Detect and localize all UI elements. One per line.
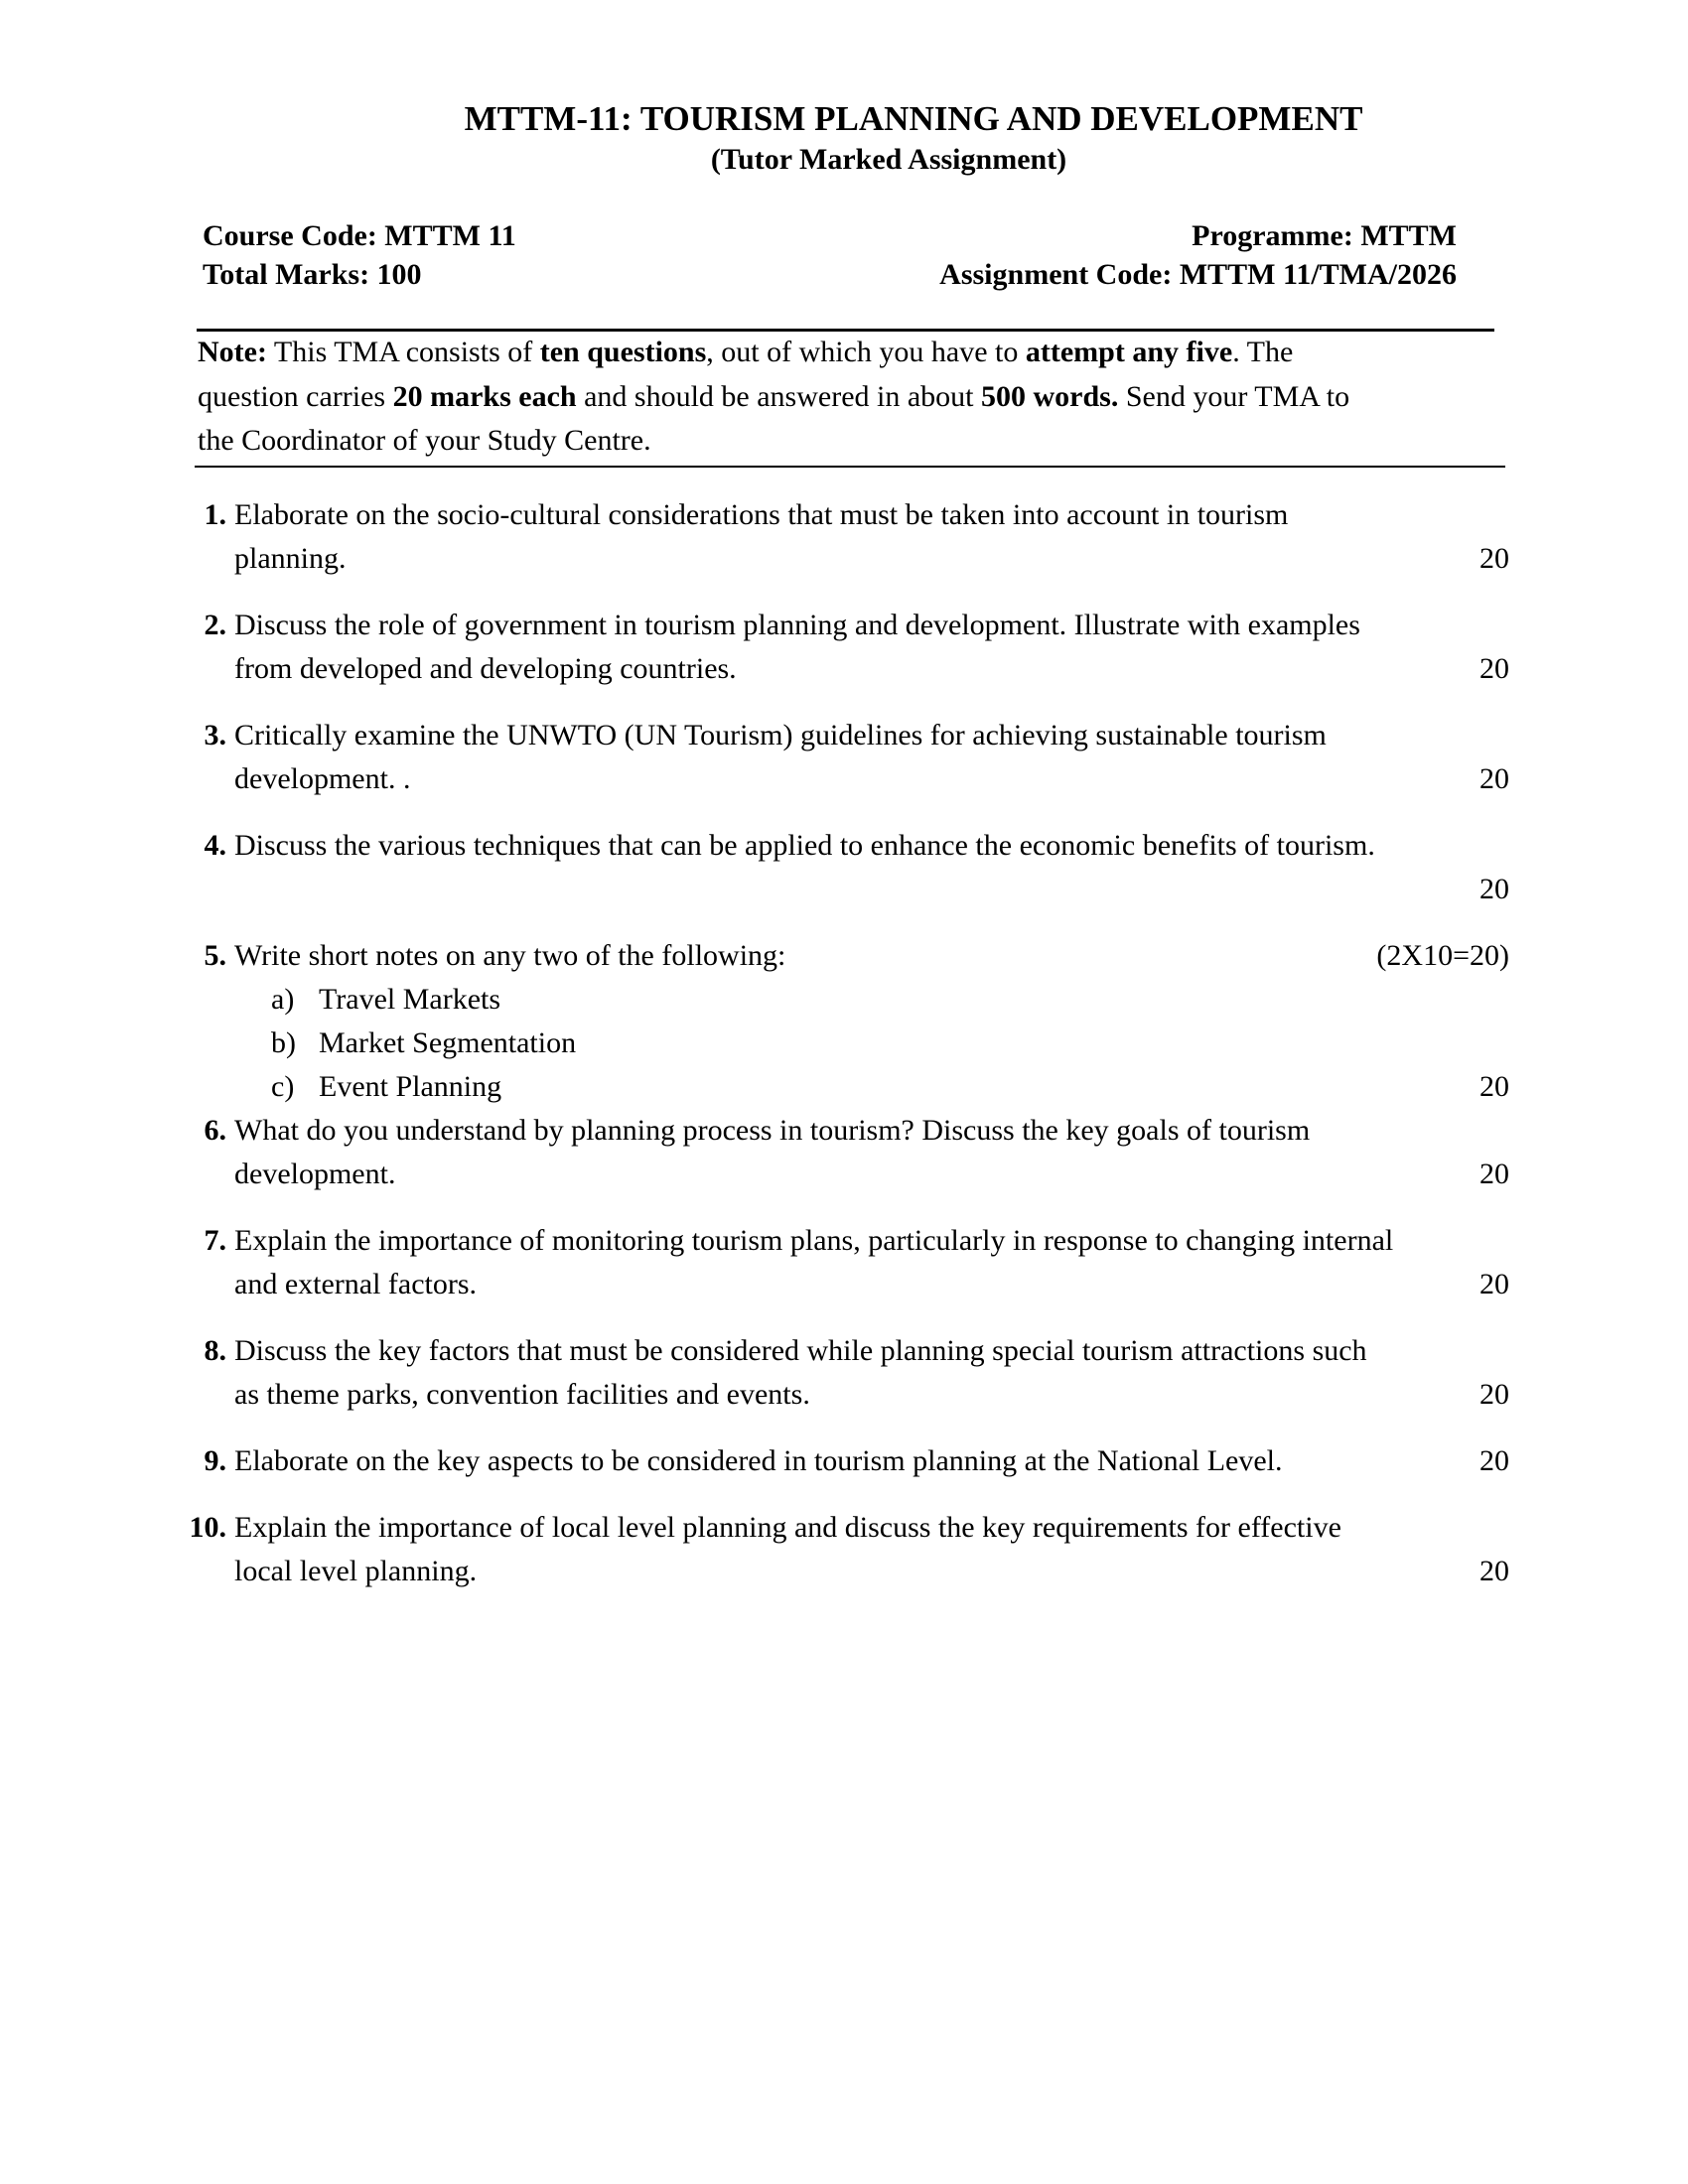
number-spacer bbox=[179, 647, 234, 691]
question-text: Write short notes on any two of the following: bbox=[234, 939, 786, 972]
question-item bbox=[179, 824, 1509, 911]
sub-item bbox=[234, 978, 1360, 1022]
number-spacer bbox=[179, 868, 234, 911]
note-emphasis: attempt any five bbox=[1025, 336, 1233, 368]
question-text: and external factors. bbox=[234, 1268, 478, 1300]
marks-spacer bbox=[1464, 714, 1509, 757]
question-number: 9. bbox=[204, 1444, 226, 1477]
question-marks: 20 bbox=[1479, 542, 1509, 575]
question-item bbox=[179, 934, 1509, 1109]
question-number: 2. bbox=[204, 609, 226, 641]
note-text: This TMA consists of bbox=[266, 336, 540, 368]
sub-item-text: Travel Markets bbox=[319, 983, 501, 1016]
number-spacer bbox=[179, 537, 234, 581]
question-marks: 20 bbox=[1479, 1444, 1509, 1477]
course-code: Course Code: MTTM 11 bbox=[203, 219, 516, 252]
marks-spacer bbox=[1360, 1022, 1509, 1065]
question-text: Discuss the various techniques that can be applied to enhance the economic benefits of tourism. bbox=[234, 829, 1375, 862]
note-text: question carries bbox=[198, 379, 393, 413]
question-number: 6. bbox=[204, 1114, 226, 1147]
question-text: Explain the importance of local level planning and discuss the key requirements for effective bbox=[234, 1511, 1341, 1544]
number-spacer bbox=[179, 1550, 234, 1593]
sub-item-text: Market Segmentation bbox=[319, 1026, 577, 1059]
marks-spacer bbox=[1464, 604, 1509, 647]
marks-spacer bbox=[1464, 1506, 1509, 1550]
note-text: the Coordinator of your Study Centre. bbox=[198, 424, 651, 457]
question-text: Discuss the role of government in tourism planning and development. Illustrate with examples bbox=[234, 609, 1360, 641]
note-emphasis: 20 marks each bbox=[392, 379, 577, 413]
question-number: 1. bbox=[204, 498, 226, 531]
question-list bbox=[179, 493, 1509, 1616]
marks-spacer bbox=[1464, 1219, 1509, 1263]
question-item bbox=[179, 1329, 1509, 1417]
question-text: Critically examine the UNWTO (UN Tourism) guidelines for achieving sustainable tourism bbox=[234, 719, 1327, 751]
question-number: 5. bbox=[204, 939, 226, 972]
question-text: development. . bbox=[234, 762, 411, 795]
number-spacer bbox=[179, 1373, 234, 1417]
note-line bbox=[198, 375, 1504, 420]
sub-item-label: c) bbox=[271, 1070, 295, 1103]
question-item bbox=[179, 604, 1509, 691]
question-item bbox=[179, 1506, 1509, 1593]
number-spacer bbox=[179, 1263, 234, 1306]
note-line bbox=[198, 331, 1504, 375]
number-spacer bbox=[179, 978, 234, 1022]
question-item bbox=[179, 1219, 1509, 1306]
text-spacer bbox=[234, 868, 1464, 911]
sub-item-label: a) bbox=[271, 983, 295, 1016]
number-spacer bbox=[179, 1153, 234, 1196]
question-text: Discuss the key factors that must be considered while planning special tourism attractions such bbox=[234, 1334, 1367, 1367]
note-text: , out of which you have to bbox=[706, 336, 1026, 368]
question-item bbox=[179, 493, 1509, 581]
note-text: and should be answered in about bbox=[576, 379, 981, 413]
question-text: Elaborate on the key aspects to be considered in tourism planning at the National Level. bbox=[234, 1444, 1283, 1477]
meta-row-2 bbox=[203, 257, 1457, 293]
question-text: development. bbox=[234, 1158, 396, 1190]
marks-spacer bbox=[1464, 824, 1509, 868]
question-marks: 20 bbox=[1479, 762, 1509, 795]
sub-item bbox=[234, 1065, 1360, 1109]
marks-spacer bbox=[1464, 493, 1509, 537]
question-text: Explain the importance of monitoring tourism plans, particularly in response to changing internal bbox=[234, 1224, 1394, 1257]
marks-spacer bbox=[1464, 1109, 1509, 1153]
question-text: planning. bbox=[234, 542, 347, 575]
note-line bbox=[198, 419, 1504, 464]
question-number: 8. bbox=[204, 1334, 226, 1367]
note-emphasis: 500 words. bbox=[981, 379, 1119, 413]
marks-spacer bbox=[1360, 978, 1509, 1022]
note-label: Note: bbox=[198, 336, 267, 368]
sub-item-text: Event Planning bbox=[319, 1070, 502, 1103]
number-spacer bbox=[179, 1022, 234, 1065]
assignment-code: Assignment Code: MTTM 11/TMA/2026 bbox=[939, 258, 1457, 291]
meta-row-1 bbox=[203, 218, 1457, 254]
question-marks: 20 bbox=[1479, 1555, 1509, 1587]
document-subtitle: (Tutor Marked Assignment) bbox=[710, 143, 1067, 176]
question-text: from developed and developing countries. bbox=[234, 652, 737, 685]
question-number: 10. bbox=[189, 1511, 226, 1544]
note-emphasis: ten questions bbox=[539, 336, 707, 368]
question-number: 4. bbox=[204, 829, 226, 862]
note-text: Send your TMA to bbox=[1118, 379, 1350, 413]
marks-spacer bbox=[1464, 1329, 1509, 1373]
question-text: as theme parks, convention facilities and events. bbox=[234, 1378, 810, 1411]
number-spacer bbox=[179, 757, 234, 801]
document-title: MTTM-11: TOURISM PLANNING AND DEVELOPMENT bbox=[464, 99, 1363, 138]
programme: Programme: MTTM bbox=[1192, 219, 1457, 252]
question-text: Elaborate on the socio-cultural considerations that must be taken into account in tourism bbox=[234, 498, 1289, 531]
question-item bbox=[179, 714, 1509, 801]
question-marks: 20 bbox=[1479, 873, 1509, 905]
note-paragraph bbox=[198, 331, 1504, 464]
question-marks: 20 bbox=[1479, 1378, 1509, 1411]
question-marks: 20 bbox=[1479, 652, 1509, 685]
question-text: What do you understand by planning process in tourism? Discuss the key goals of tourism bbox=[234, 1114, 1311, 1147]
question-marks: 20 bbox=[1479, 1158, 1509, 1190]
question-text: local level planning. bbox=[234, 1555, 478, 1587]
question-number: 3. bbox=[204, 719, 226, 751]
total-marks: Total Marks: 100 bbox=[203, 258, 422, 291]
question-marks-breakdown: (2X10=20) bbox=[1376, 939, 1509, 972]
question-item bbox=[179, 1109, 1509, 1196]
question-marks: 20 bbox=[1479, 1268, 1509, 1300]
bottom-divider bbox=[195, 466, 1505, 468]
question-number: 7. bbox=[204, 1224, 226, 1257]
number-spacer bbox=[179, 1065, 234, 1109]
note-text: . The bbox=[1232, 336, 1294, 368]
question-marks: 20 bbox=[1479, 1070, 1509, 1103]
sub-item bbox=[234, 1022, 1360, 1065]
sub-item-label: b) bbox=[271, 1026, 296, 1059]
question-item bbox=[179, 1439, 1509, 1483]
